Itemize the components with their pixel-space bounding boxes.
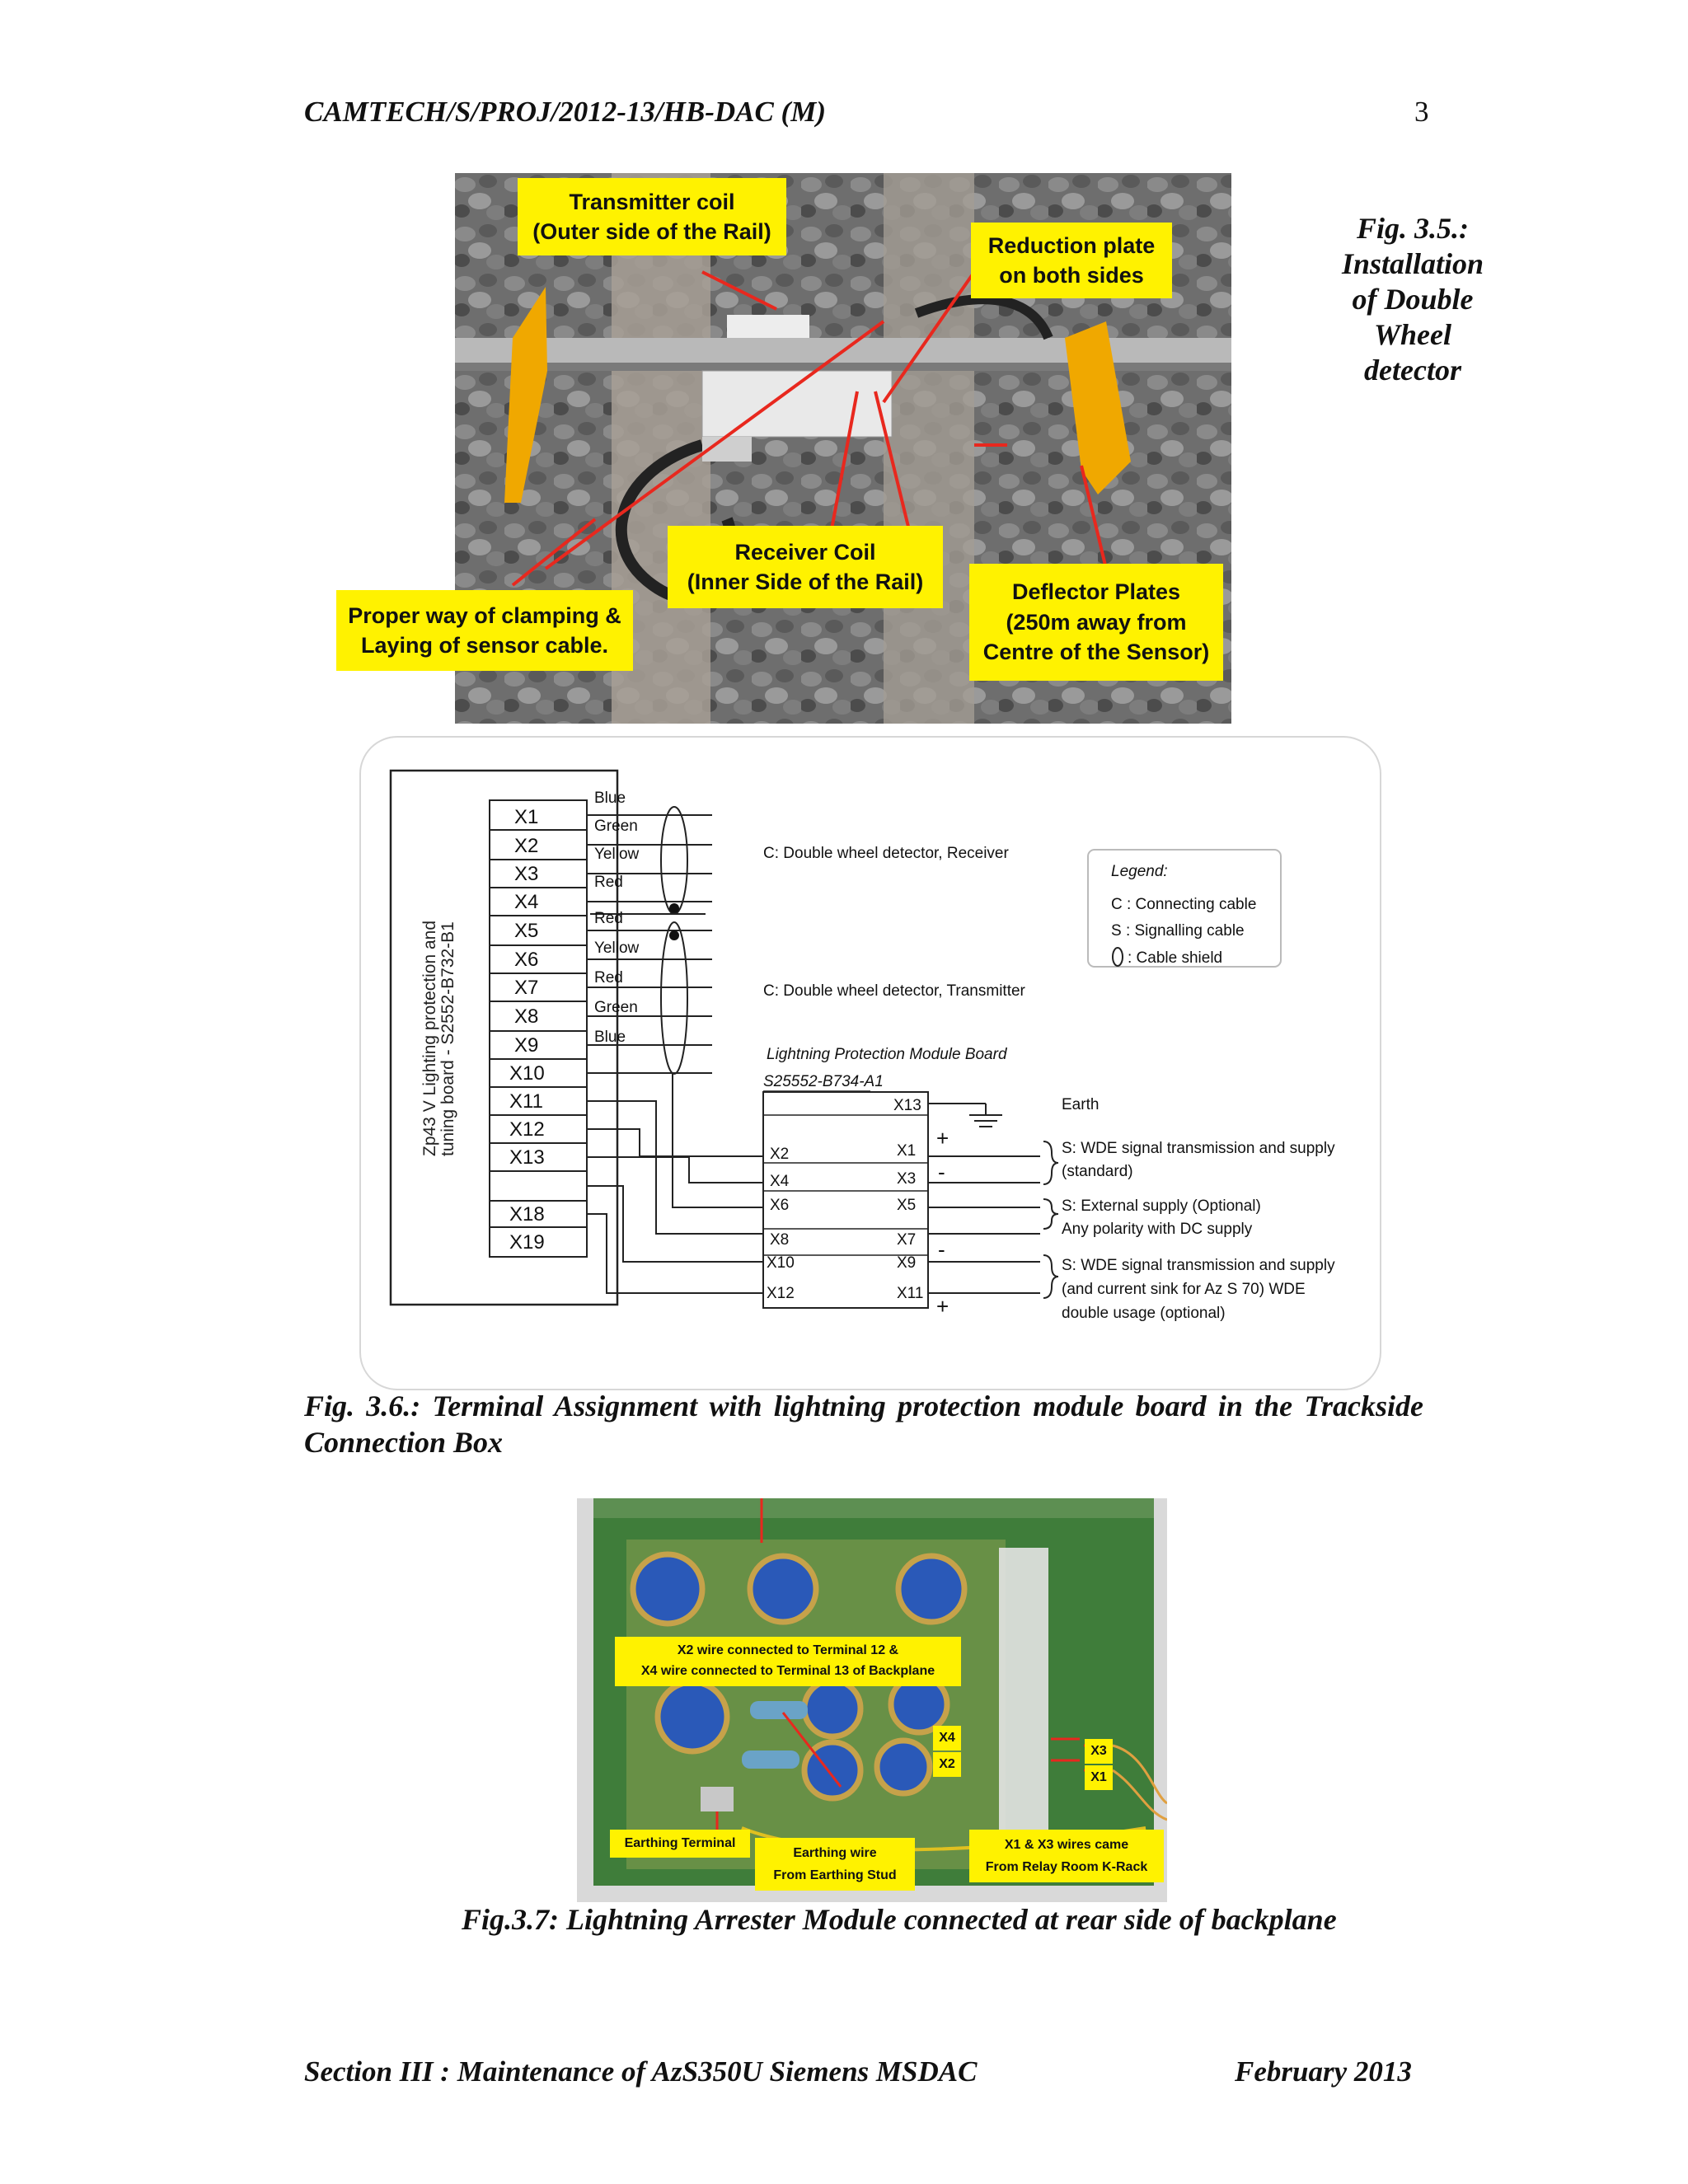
signal-1-line-1: S: WDE signal transmission and supply — [1062, 1140, 1335, 1157]
wire-color-red-2: Red — [594, 910, 623, 927]
svg-text:+: + — [936, 1294, 950, 1319]
module-terminal-x8: X8 — [770, 1231, 790, 1249]
module-terminal-x7: X7 — [897, 1231, 917, 1249]
module-title: Lightning Protection Module Board — [767, 1046, 1007, 1063]
signal-1-line-2: (standard) — [1062, 1163, 1133, 1180]
transmitter-label: C: Double wheel detector, Transmitter — [763, 982, 1025, 1000]
legend-connecting-cable: C : Connecting cable — [1111, 896, 1257, 913]
terminal-x3: X3 — [514, 863, 539, 885]
legend-title: Legend: — [1111, 863, 1168, 880]
label-cable-clamping: Proper way of clamping & Laying of sensor cable. — [336, 590, 633, 671]
wiring-diagram — [359, 736, 1378, 1387]
module-terminal-x13: X13 — [893, 1097, 921, 1114]
document-reference: CAMTECH/S/PROJ/2012-13/HB-DAC (M) — [304, 96, 826, 128]
module-terminal-x6: X6 — [770, 1197, 790, 1214]
terminal-x1: X1 — [514, 806, 539, 828]
terminal-x19: X19 — [509, 1231, 545, 1254]
earth-label: Earth — [1062, 1096, 1100, 1113]
signal-2-line-2: Any polarity with DC supply — [1062, 1221, 1253, 1238]
label-earthing-wire: Earthing wire From Earthing Stud — [755, 1838, 915, 1891]
module-terminal-x11: X11 — [897, 1285, 924, 1302]
lightning-arrester-photo — [577, 1498, 1167, 1902]
terminal-x11: X11 — [509, 1090, 543, 1113]
footer-section: Section III : Maintenance of AzS350U Siemens MSDAC — [304, 2055, 978, 2088]
signal-3-line-2: (and current sink for Az S 70) WDE — [1062, 1281, 1306, 1298]
wire-color-yellow-2: Yellow — [594, 940, 640, 957]
svg-text:-: - — [938, 1237, 945, 1262]
wire-color-green-1: Green — [594, 818, 638, 835]
module-part-number: S25552-B734-A1 — [763, 1073, 884, 1090]
wire-color-yellow-1: Yellow — [594, 846, 640, 863]
fig36-caption: Fig. 3.6.: Terminal Assignment with lightning protection module board in the Trackside Connection Box — [304, 1390, 1423, 1459]
module-terminal-x2: X2 — [770, 1146, 790, 1163]
legend-signalling-cable: S : Signalling cable — [1111, 922, 1245, 940]
terminal-x5: X5 — [514, 920, 539, 942]
terminal-x9: X9 — [514, 1034, 539, 1057]
receiver-label: C: Double wheel detector, Receiver — [763, 845, 1009, 862]
wire-color-red-1: Red — [594, 874, 623, 891]
svg-text:-: - — [938, 1160, 945, 1184]
label-receiver-coil: Receiver Coil (Inner Side of the Rail) — [668, 526, 943, 608]
svg-text:+: + — [936, 1126, 950, 1151]
legend-cable-shield: : Cable shield — [1128, 949, 1223, 967]
label-x3: X3 — [1085, 1739, 1113, 1764]
terminal-x7: X7 — [514, 977, 539, 999]
board-label-1: Zp43 V Lighting protection and — [420, 920, 439, 1156]
terminal-x2: X2 — [514, 835, 539, 857]
fig37-caption: Fig.3.7: Lightning Arrester Module connected at rear side of backplane — [462, 1903, 1337, 1936]
terminal-x10: X10 — [509, 1062, 545, 1085]
label-transmitter-coil: Transmitter coil (Outer side of the Rail) — [518, 178, 786, 255]
signal-2-line-1: S: External supply (Optional) — [1062, 1197, 1261, 1215]
terminal-x8: X8 — [514, 1005, 539, 1028]
footer-date: February 2013 — [1235, 2055, 1412, 2088]
fig35-caption: Fig. 3.5.: Installation of Double Wheel detector — [1341, 212, 1484, 387]
board-label-2: tuning board - S2552-B732-B1 — [438, 921, 457, 1156]
module-terminal-x9: X9 — [897, 1254, 917, 1272]
terminal-x4: X4 — [514, 891, 539, 913]
label-x1: X1 — [1085, 1765, 1113, 1790]
label-reduction-plate: Reduction plate on both sides — [971, 223, 1172, 298]
terminal-x13: X13 — [509, 1146, 545, 1169]
label-deflector-plates: Deflector Plates (250m away from Centre of the Sensor) — [969, 564, 1223, 681]
wire-color-red-3: Red — [594, 969, 623, 987]
label-x4: X4 — [933, 1726, 961, 1750]
module-terminal-x4: X4 — [770, 1173, 790, 1190]
wire-color-blue-2: Blue — [594, 1029, 626, 1046]
terminal-x6: X6 — [514, 949, 539, 971]
module-terminal-x10: X10 — [767, 1254, 795, 1272]
module-terminal-x12: X12 — [767, 1285, 795, 1302]
signal-3-line-3: double usage (optional) — [1062, 1305, 1226, 1322]
terminal-x12: X12 — [509, 1118, 545, 1141]
terminal-x18: X18 — [509, 1203, 545, 1226]
wire-color-blue-1: Blue — [594, 790, 626, 807]
module-terminal-x3: X3 — [897, 1170, 917, 1188]
label-x2-x4-wiring: X2 wire connected to Terminal 12 & X4 wire connected to Terminal 13 of Backplane — [615, 1637, 961, 1686]
signal-3-line-1: S: WDE signal transmission and supply — [1062, 1257, 1335, 1274]
page-number: 3 — [1414, 96, 1429, 128]
module-terminal-x5: X5 — [897, 1197, 917, 1214]
label-earthing-terminal: Earthing Terminal — [610, 1830, 750, 1858]
module-terminal-x1: X1 — [897, 1142, 917, 1160]
wire-color-green-2: Green — [594, 999, 638, 1016]
label-x2: X2 — [933, 1752, 961, 1777]
label-x1-x3-wires: X1 & X3 wires came From Relay Room K-Rack — [969, 1830, 1164, 1882]
